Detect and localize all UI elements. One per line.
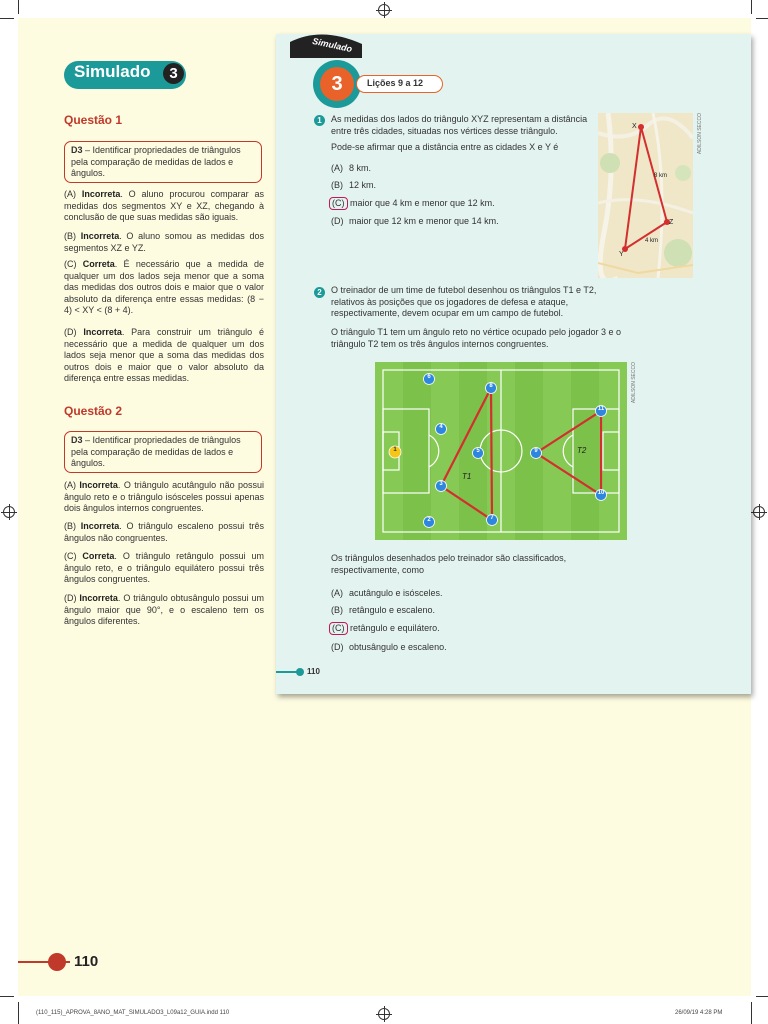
trim-mark [751,0,752,14]
q1-option-b[interactable]: (B) 12 km. [331,180,377,190]
q2-option-c-correct[interactable]: (C) retângulo e equilátero. [329,622,440,635]
player-4: 4 [439,424,443,430]
player-3: 3 [439,481,443,487]
simulado-tab-label: Simulado [311,35,354,55]
question-2-number: 2 [314,287,325,298]
q2-answer-b: (B) Incorreta. O triângulo escaleno possui três ângulos não congruentes. [64,521,264,543]
simulado-badge-label: Simulado [74,62,151,81]
footer-file: (110_115)_APROVA_8ANO_MAT_SIMULADO3_L09a12_GUIA.indd 110 [36,1010,230,1016]
q2-option-b[interactable]: (B) retângulo e escaleno. [331,605,436,615]
registration-mark-icon [378,4,390,16]
registration-mark-icon [378,1008,390,1020]
question-1-descriptor [64,141,262,183]
map-credit: ADILSON SECCO [697,113,703,155]
question-2-prompt: Os triângulos desenhados pelo treinador são classificados, respectivamente, como [331,553,567,575]
trim-mark [751,1002,752,1024]
q1-answer-b: (B) Incorreta. O aluno somou as medidas dos segmentos XZ e YZ. [64,231,264,253]
trim-mark [756,18,768,19]
trim-mark [18,1002,19,1024]
descriptor-text: – Identificar propriedades de triângulos pela comparação de medidas de lados e ângulos. [71,145,241,178]
q2-answer-c: (C) Correta. O triângulo retângulo possui um ângulo reto, e o triângulo equilátero possui três ângulos congruentes. [64,551,265,584]
player-5: 5 [476,448,480,454]
panel-page-dot [296,668,304,676]
field-credit: ADILSON SECCO [631,362,637,404]
map-distance-zy: 4 km [645,238,659,244]
question-1-prompt: Pode-se afirmar que a distância entre as cidades X e Y é [331,142,559,152]
question-2-descriptor [64,431,262,473]
correct-mark: (C) [329,622,348,635]
map-vertex-y: Y [619,251,624,258]
question-1-text: As medidas dos lados do triângulo XYZ representam a distância entre três cidades, situadas nos vértices desse triângulo. [331,114,588,136]
question-2-text: O treinador de um time de futebol desenhou os triângulos T1 e T2, relativos às posições que os jogadores de defesa e ataque, respectivamente, devem ocupar em um campo de futebol. [331,285,597,318]
question-2-text-2: O triângulo T1 tem um ângulo reto no vértice ocupado pelo jogador 3 e o triângulo T2 tem os três ângulos internos congruentes. [331,327,622,349]
q1-answer-a: (A) Incorreta. O aluno procurou comparar as medidas dos segmentos XY e XZ, chegando à conclusão de que suas medidas são iguais. [64,189,264,222]
page-number: 110 [74,953,99,970]
map-vertex-x: X [632,123,637,130]
trim-mark [18,0,19,14]
trim-mark [0,18,14,19]
panel-page-number: 110 [307,667,320,676]
descriptor-code: D3 [71,435,83,445]
registration-mark-icon [753,506,765,518]
football-field [375,362,627,540]
q1-option-a[interactable]: (A) 8 km. [331,163,372,173]
descriptor-text: – Identificar propriedades de triângulos pela comparação de medidas de lados e ângulos. [71,435,241,468]
q2-answer-d: (D) Incorreta. O triângulo obtusângulo possui um ângulo maior que 90°, e o escaleno tem os ângulos diferentes. [64,593,265,626]
player-6: 6 [427,374,431,380]
descriptor-code: D3 [71,145,83,155]
question-1-number: 1 [314,115,325,126]
q1-option-c-correct[interactable]: (C) maior que 4 km e menor que 12 km. [329,197,495,210]
map-vertex-z: Z [669,219,674,226]
city-map [598,113,693,278]
player-9: 9 [534,448,538,454]
correct-mark: (C) [329,197,348,210]
q1-option-d[interactable]: (D) maior que 12 km e menor que 14 km. [331,216,499,226]
registration-mark-icon [3,506,15,518]
q1-answer-c: (C) Correta. É necessário que a medida de qualquer um dos lados seja menor que a soma das medidas dos outros dois e maior que o valor absoluto da diferença entre essas medidas: (8 − 4) < XY < (8 + 4). [64,259,264,315]
question-2-title: Questão 2 [64,404,123,418]
player-8: 8 [489,383,493,389]
player-11: 11 [597,406,605,412]
triangle-t1-label: T1 [462,472,472,481]
page-number-dot [48,953,66,971]
trim-mark [756,996,768,997]
q1-answer-d: (D) Incorreta. Para construir um triângulo é necessário que a medida de qualquer um dos lados seja menor que a soma das medidas dos outros dois e maior que o valor absoluto da diferença entre essas medidas. [64,327,265,383]
player-1: 1 [393,447,397,453]
trim-mark [0,996,14,997]
player-2: 2 [427,517,431,523]
player-7: 7 [490,515,494,521]
q2-option-a[interactable]: (A) acutângulo e isósceles. [331,588,443,598]
footer-date: 26/09/19 4:28 PM [675,1010,723,1016]
question-1-title: Questão 1 [64,113,123,127]
q2-answer-a: (A) Incorreta. O triângulo acutângulo não possui ângulo reto e o triângulo isósceles possui apenas dois ângulos internos congruentes. [64,480,264,513]
triangle-t2-label: T2 [577,446,587,455]
q2-option-d[interactable]: (D) obtusângulo e escaleno. [331,642,447,652]
player-10: 10 [597,490,605,496]
simulado-number: 3 [331,73,343,95]
map-distance-xz: 8 km [654,173,668,179]
simulado-badge-number: 3 [163,63,184,84]
lessons-label: Lições 9 a 12 [367,78,424,88]
